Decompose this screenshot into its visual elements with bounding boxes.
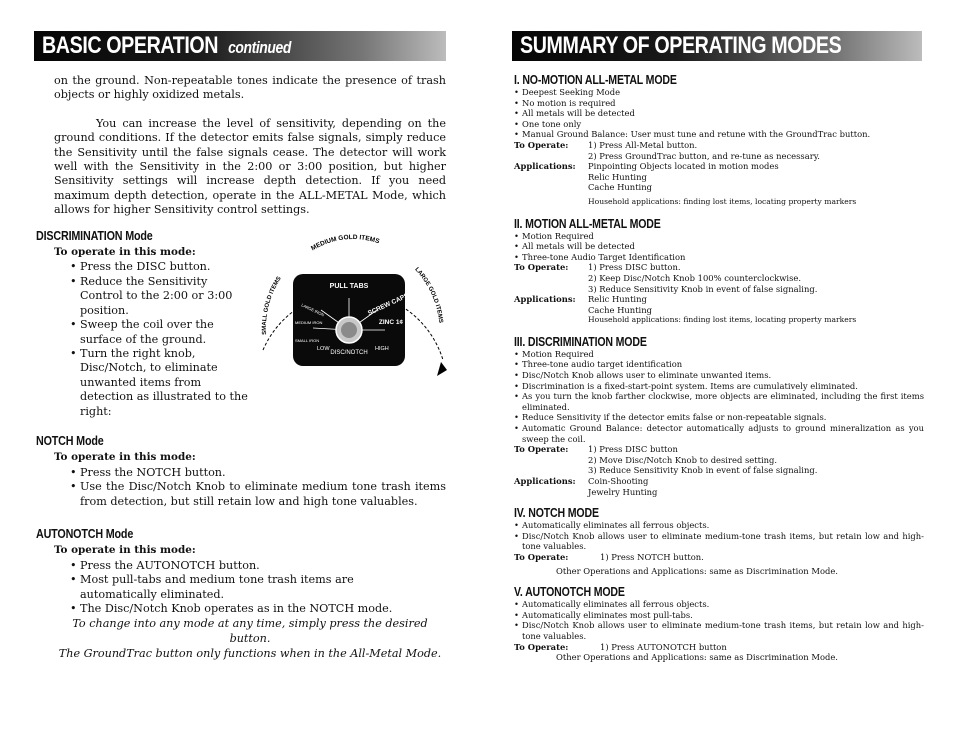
disc-notch-dial-illustration — [255, 230, 451, 378]
discrimination-operate — [514, 444, 924, 476]
list-item: • Most pull-tabs and medium tone trash items are automatically eliminated. — [70, 573, 446, 602]
list-item: • Motion Required — [514, 231, 924, 242]
operate-step: 1) Press DISC button. — [588, 262, 681, 273]
list-item: • Disc/Notch Knob allows user to eliminate medium-tone trash items, but retain low and high-tone valuables. — [514, 620, 924, 641]
list-item: • The Disc/Notch Knob operates as in the NOTCH mode. — [70, 602, 446, 616]
right-page-body — [514, 73, 924, 672]
list-item: • Sweep the coil over the surface of the ground. — [70, 318, 252, 347]
list-item: • Press the DISC button. — [70, 260, 252, 274]
applications-label: Applications: — [514, 476, 576, 486]
list-item: • Press the AUTONOTCH button. — [70, 559, 446, 573]
no-motion-applications — [514, 161, 924, 207]
left-page-title-suffix: continued — [228, 38, 291, 57]
applications-label: Applications: — [514, 161, 576, 172]
list-item: • Automatic Ground Balance: detector automatically adjusts to ground mineralization as you sweep the coil. — [514, 423, 924, 444]
list-item: • Automatically eliminates most pull-tabs. — [514, 610, 924, 621]
motion-heading: II. MOTION ALL-METAL MODE — [514, 216, 661, 231]
operate-step: 1) Press NOTCH button. — [600, 551, 704, 562]
right-page-header — [512, 31, 922, 61]
operate-step: 3) Reduce Sensitivity Knob in event of false signaling. — [588, 283, 818, 294]
autonotch-operate — [514, 642, 924, 653]
list-item: • Turn the right knob, Disc/Notch, to eliminate unwanted items from detection as illustrated to the right: — [70, 347, 252, 419]
dial-medium-iron-label: MEDIUM IRON — [295, 320, 323, 325]
discrimination-operate-label: To operate in this mode: — [54, 246, 196, 259]
closing-note — [54, 616, 446, 661]
list-item: • Press the NOTCH button. — [70, 466, 446, 480]
motion-operate — [514, 262, 924, 294]
dial-screw-caps-label: SCREW CAPS — [366, 292, 410, 318]
notch-summary-section — [514, 506, 924, 576]
autonotch-operate-label: To operate in this mode: — [54, 544, 196, 557]
list-item: • Reduce the Sensitivity Control to the 2:00 or 3:00 position. — [70, 275, 252, 318]
list-item: • Three-tone Audio Target Identification — [514, 252, 924, 263]
dial-high-label: HIGH — [375, 346, 389, 352]
notch-steps — [70, 466, 446, 509]
household-applications: Household applications: finding lost items, locating property markers — [588, 315, 857, 325]
autonotch-other-operations: Other Operations and Applications: same as Discrimination Mode. — [556, 652, 838, 663]
list-item: • Three-tone audio target identification — [514, 359, 924, 370]
autonotch-heading: AUTONOTCH Mode — [36, 526, 134, 541]
dial-low-label: LOW — [317, 346, 330, 352]
dial-small-iron-label: SMALL IRON — [295, 338, 320, 343]
dial-arrow-icon — [437, 362, 447, 376]
dial-zinc-label: ZINC 1¢ — [378, 319, 404, 326]
list-item: • Disc/Notch Knob allows user to eliminate medium-tone trash items, but retain low and high-tone valuables. — [514, 531, 924, 552]
notch-operate-label: To operate in this mode: — [54, 451, 196, 464]
motion-section — [514, 217, 924, 326]
dial-pull-tabs-label: PULL TABS — [329, 283, 369, 290]
household-applications: Household applications: finding lost items, locating property markers — [588, 196, 857, 206]
discrimination-heading: DISCRIMINATION Mode — [36, 228, 153, 243]
operate-step: 1) Press DISC button — [588, 444, 678, 455]
autonotch-section — [36, 526, 446, 616]
operate-step: 3) Reduce Sensitivity Knob in event of false signaling. — [588, 465, 818, 476]
no-motion-section — [514, 73, 924, 208]
application-item: Jewelry Hunting — [588, 486, 658, 497]
list-item: • Automatically eliminates all ferrous objects. — [514, 520, 924, 531]
dial-knob-label: DISC/NOTCH — [330, 350, 368, 356]
application-item: Relic Hunting — [588, 171, 647, 182]
no-motion-operate — [514, 140, 924, 161]
sensitivity-paragraph: You can increase the level of sensitivity, depending on the ground conditions. If the detector emits false signals, simply reduce the Sensitivity until the false signals cease. The detector will work well with the Sensitivity in the 2:00 or 3:00 position, but higher Sensitivity settings will increase depth detection. If you need maximum depth detection, operate in the ALL-METAL Mode, which allows for higher Sensitivity control settings. — [54, 116, 446, 217]
to-operate-label: To Operate: — [514, 551, 569, 562]
dial-large-gold-label: LARGE GOLD ITEMS — [413, 266, 444, 324]
discrimination-steps — [70, 260, 252, 418]
discrimination-summary-heading: III. DISCRIMINATION MODE — [514, 334, 647, 349]
list-item: • Motion Required — [514, 349, 924, 360]
operate-step: 2) Keep Disc/Notch Knob 100% counterclockwise. — [588, 272, 802, 283]
notch-other-operations: Other Operations and Applications: same as Discrimination Mode. — [556, 565, 838, 576]
intro-paragraph: on the ground. Non-repeatable tones indicate the presence of trash objects or highly oxidized metals. — [54, 74, 446, 102]
operate-step: 2) Move Disc/Notch Knob to desired setting. — [588, 454, 778, 465]
notch-heading: NOTCH Mode — [36, 433, 104, 448]
operate-step: 1) Press All-Metal button. — [588, 139, 698, 150]
operate-step: 2) Press GroundTrac button, and re-tune as necessary. — [588, 150, 820, 161]
application-item: Cache Hunting — [588, 304, 652, 315]
to-operate-label: To Operate: — [514, 262, 569, 273]
discrimination-applications — [514, 476, 924, 497]
dial-medium-gold-label: MEDIUM GOLD ITEMS — [310, 233, 381, 253]
operate-step: 1) Press AUTONOTCH button — [600, 641, 727, 652]
knob-center — [341, 322, 357, 338]
no-motion-heading: I. NO-MOTION ALL-METAL MODE — [514, 73, 677, 87]
application-item: Pinpointing Objects located in motion modes — [588, 161, 779, 172]
discrimination-summary-section — [514, 335, 924, 497]
applications-label: Applications: — [514, 294, 576, 305]
list-item: • All metals will be detected — [514, 108, 924, 119]
application-item: Cache Hunting — [588, 182, 652, 193]
list-item: • All metals will be detected — [514, 241, 924, 252]
list-item: • As you turn the knob farther clockwise, more objects are eliminated, including the first items eliminated. — [514, 391, 924, 412]
notch-summary-heading: IV. NOTCH MODE — [514, 506, 599, 521]
list-item: • Deepest Seeking Mode — [514, 87, 924, 98]
list-item: • Use the Disc/Notch Knob to eliminate medium tone trash items from detection, but still retain low and high tone valuables. — [70, 480, 446, 509]
list-item: • Automatically eliminates all ferrous objects. — [514, 599, 924, 610]
application-item: Relic Hunting — [588, 294, 647, 305]
dial-large-iron-label: LARGE IRON — [300, 302, 326, 318]
list-item: • Discrimination is a fixed-start-point system. Items are cumulatively eliminated. — [514, 381, 924, 392]
right-page-title: SUMMARY OF OPERATING MODES — [520, 32, 842, 59]
left-page-title: BASIC OPERATION continued — [42, 32, 291, 59]
notch-section — [36, 433, 446, 509]
list-item: • One tone only — [514, 119, 924, 130]
closing-line-1: To change into any mode at any time, simply press the desired button. — [72, 617, 428, 645]
list-item: • No motion is required — [514, 98, 924, 109]
motion-applications — [514, 294, 924, 326]
to-operate-label: To Operate: — [514, 641, 569, 652]
closing-line-2: The GroundTrac button only functions when in the All-Metal Mode. — [58, 647, 442, 660]
list-item: • Reduce Sensitivity if the detector emits false or non-repeatable signals. — [514, 412, 924, 423]
list-item: • Manual Ground Balance: User must tune and retune with the GroundTrac button. — [514, 129, 924, 140]
list-item: • Disc/Notch Knob allows user to eliminate unwanted items. — [514, 370, 924, 381]
autonotch-steps — [70, 559, 446, 617]
autonotch-summary-heading: V. AUTONOTCH MODE — [514, 585, 625, 600]
application-item: Coin-Shooting — [588, 476, 649, 486]
autonotch-summary-section — [514, 585, 924, 663]
notch-operate — [514, 552, 924, 563]
dial-small-gold-label: SMALL GOLD ITEMS — [261, 275, 283, 335]
to-operate-label: To Operate: — [514, 444, 569, 455]
left-page-header — [34, 31, 446, 61]
to-operate-label: To Operate: — [514, 139, 569, 150]
